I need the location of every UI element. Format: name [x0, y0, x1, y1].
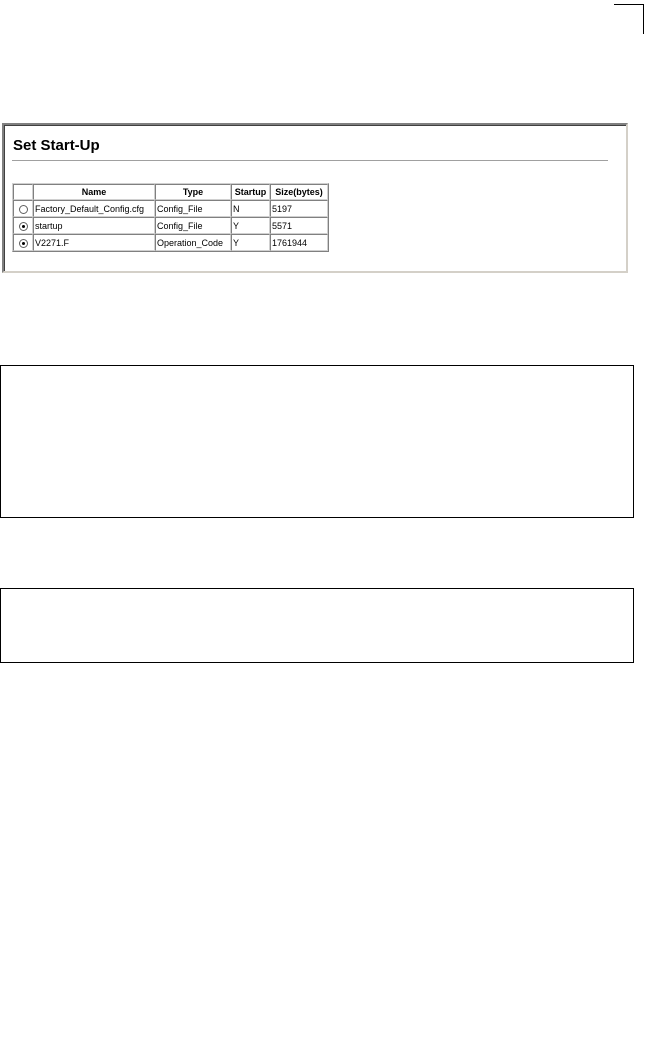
table-row	[13, 217, 328, 234]
title-divider	[12, 160, 608, 162]
radio-unchecked-icon[interactable]	[19, 205, 28, 214]
row-select-cell	[13, 200, 33, 217]
file-name-cell: Factory_Default_Config.cfg	[33, 200, 155, 217]
page-title: Set Start-Up	[13, 137, 100, 154]
file-startup-cell: Y	[231, 217, 270, 234]
set-startup-panel	[2, 123, 628, 273]
startup-files-table	[12, 183, 329, 252]
header-name: Name	[33, 184, 155, 200]
radio-checked-icon[interactable]	[19, 239, 28, 248]
file-type-cell: Config_File	[155, 200, 231, 217]
header-size: Size(bytes)	[270, 184, 328, 200]
table-header-row	[13, 184, 328, 200]
file-type-cell: Config_File	[155, 217, 231, 234]
table-row	[13, 234, 328, 251]
row-select-cell	[13, 234, 33, 251]
empty-box-upper	[0, 365, 634, 518]
file-type-cell: Operation_Code	[155, 234, 231, 251]
file-name-cell: V2271.F	[33, 234, 155, 251]
panel-inner	[4, 125, 626, 271]
file-size-cell: 5571	[270, 217, 328, 234]
file-startup-cell: Y	[231, 234, 270, 251]
page-corner-mark	[614, 4, 644, 34]
header-select	[13, 184, 33, 200]
empty-box-lower	[0, 588, 634, 663]
file-startup-cell: N	[231, 200, 270, 217]
radio-checked-icon[interactable]	[19, 222, 28, 231]
header-type: Type	[155, 184, 231, 200]
row-select-cell	[13, 217, 33, 234]
header-startup: Startup	[231, 184, 270, 200]
file-name-cell: startup	[33, 217, 155, 234]
table-row	[13, 200, 328, 217]
file-size-cell: 5197	[270, 200, 328, 217]
file-size-cell: 1761944	[270, 234, 328, 251]
